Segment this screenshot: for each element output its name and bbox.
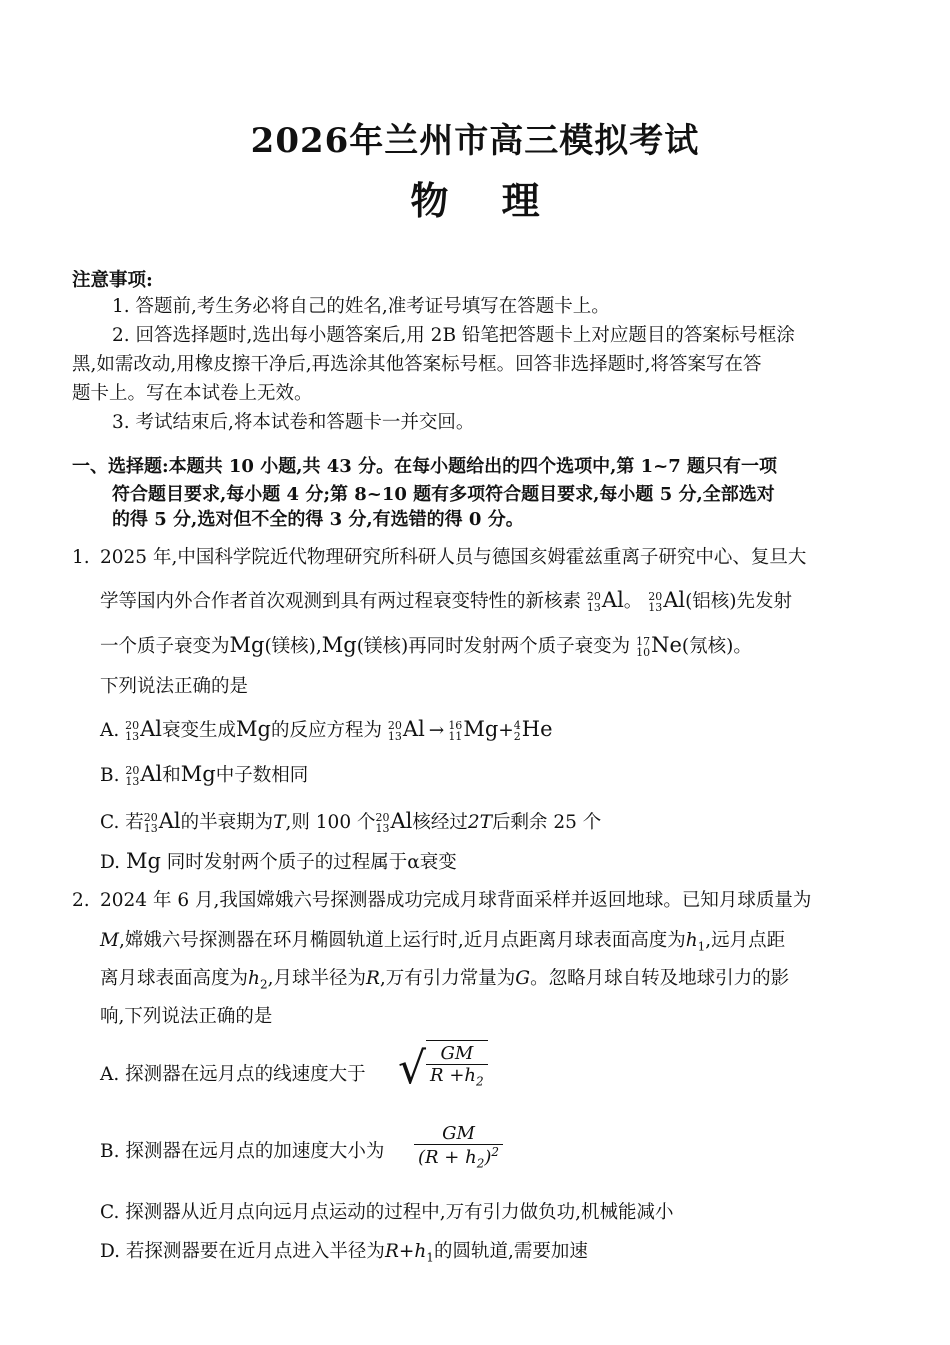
q2-number: 2.	[72, 890, 90, 911]
notice-heading: 注意事项:	[72, 270, 153, 291]
option-text: B. 探测器在远月点的加速度大小为	[100, 1141, 385, 1162]
superscript-2: 2	[491, 1145, 500, 1159]
subscript-1: 1	[697, 939, 706, 954]
q2-option-d	[100, 1237, 588, 1273]
subscript-1: 1	[426, 1250, 434, 1265]
nuclide-al-symbol: Al	[390, 809, 413, 833]
numerator-gm: GM	[414, 1123, 503, 1145]
nuclide-al-symbol: Al	[402, 717, 425, 741]
subscript-2: 2	[476, 1156, 485, 1171]
q2-line-3	[100, 964, 920, 1000]
notice-item-3: 3. 考试结束后,将本试卷和答题卡一并交回。	[112, 412, 475, 433]
subscript-2: 2	[476, 1074, 484, 1089]
var-2t: 2T	[467, 812, 492, 833]
nuclide-al-symbol: Al	[140, 717, 163, 741]
nuclide-al-symbol: Al	[601, 588, 624, 612]
nuclide-ne-symbol: Ne	[651, 633, 682, 657]
nuclide-al-numbers: 20 13	[586, 590, 601, 614]
option-text: A. 探测器在远月点的线速度大于	[100, 1064, 366, 1085]
notice-item-2-line-1: 2. 回答选择题时,选出每小题答案后,用 2B 铅笔把答题卡上对应题目的答案标号框涂	[112, 325, 795, 346]
q2-option-a	[100, 1060, 366, 1090]
mg-symbol: Mg	[229, 633, 265, 657]
var-m: M	[100, 930, 119, 951]
nuclide-al-numbers: 20 13	[125, 764, 140, 788]
q1-line-4: 下列说法正确的是	[100, 676, 249, 697]
reaction-arrow: →	[428, 720, 445, 741]
notice-item-2-line-3: 题卡上。写在本试卷上无效。	[72, 383, 313, 404]
q2-line-1: 2024 年 6 月,我国嫦娥六号探测器成功完成月球背面采样并返回地球。已知月球质量为	[100, 890, 812, 911]
q2-line-2-text-b: ,远月点距	[705, 930, 786, 951]
nuclide-al-symbol: Al	[158, 809, 181, 833]
denominator-r-h2	[426, 1065, 488, 1089]
nuclide-mg-symbol: Mg	[463, 717, 499, 741]
option-label: B.	[100, 765, 120, 786]
denominator-r-h2-squared	[414, 1145, 503, 1171]
subscript-2: 2	[259, 977, 268, 992]
q2-line-3-text-c: ,万有引力常量为	[379, 968, 516, 989]
q2-line-4: 响,下列说法正确的是	[100, 1006, 273, 1027]
q1-line-3-text-b: (镁核),	[264, 636, 322, 657]
q2-line-2	[100, 926, 920, 962]
q1-line-3	[100, 630, 920, 662]
nuclide-al-numbers: 20 13	[143, 811, 158, 835]
option-text: 的圆轨道,需要加速	[433, 1241, 588, 1262]
notice-item-1: 1. 答题前,考生务必将自己的姓名,准考证号填写在答题卡上。	[112, 296, 610, 317]
section-1-line-1: 一、选择题:本题共 10 小题,共 43 分。在每小题给出的四个选项中,第 1~7 题只有一项	[72, 456, 778, 477]
q1-option-d	[100, 846, 457, 878]
option-text: 后剩余 25 个	[492, 812, 602, 833]
q1-line-2-text-c: (铝核)先发射	[685, 591, 793, 612]
option-label: D.	[100, 852, 121, 873]
option-text: 中子数相同	[215, 765, 309, 786]
nuclide-he-symbol: He	[521, 717, 553, 741]
q1-option-a: A. 20 13 Al衰变生成Mg的反应方程为 20 13 Al → 16 11 Mg+ 4 2 He	[100, 717, 553, 743]
formula-gm-over-r-h2-squared	[414, 1123, 503, 1171]
exam-title: 2026年兰州市高三模拟考试	[250, 121, 700, 161]
q1-number: 1.	[72, 547, 90, 568]
mg-symbol: Mg	[180, 762, 216, 786]
option-text: 的反应方程为	[271, 720, 383, 741]
exam-subject: 物 理	[410, 178, 540, 223]
q1-line-3-text-d: (氖核)。	[681, 636, 752, 657]
nuclide-al-symbol: Al	[140, 762, 163, 786]
option-text: 和	[162, 765, 181, 786]
q1-line-1: 2025 年,中国科学院近代物理研究所科研人员与德国亥姆霍兹重离子研究中心、复旦大	[100, 547, 807, 568]
section-1-line-2: 符合题目要求,每小题 4 分;第 8~10 题有多项符合题目要求,每小题 5 分,全部选对	[112, 484, 775, 505]
q2-line-3-text-a: 离月球表面高度为	[100, 968, 249, 989]
option-text: ,则 100 个	[285, 812, 376, 833]
nuclide-al-numbers: 20 13	[648, 590, 663, 614]
denominator-text: (R + h	[418, 1147, 477, 1168]
sqrt-sign-icon: √	[398, 1043, 427, 1094]
q2-line-3-text-b: ,月球半径为	[267, 968, 366, 989]
mg-symbol: Mg	[125, 849, 161, 873]
option-text: 同时发射两个质子的过程属于α衰变	[166, 852, 457, 873]
q1-line-2-text-a: 学等国内外合作者首次观测到具有两过程衰变特性的新核素	[100, 591, 582, 612]
q2-option-b	[100, 1137, 384, 1167]
option-text: 的半衰期为	[180, 812, 274, 833]
nuclide-mg-numbers: 16 11	[448, 719, 463, 743]
var-h2: h	[248, 968, 260, 989]
section-1-line-3: 的得 5 分,选对但不全的得 3 分,有选错的得 0 分。	[112, 509, 524, 530]
option-label: C. 若	[100, 812, 144, 833]
option-text: 核经过	[412, 812, 468, 833]
nuclide-he-numbers: 4 2	[513, 719, 521, 743]
q2-option-c: C. 探测器从近月点向远月点运动的过程中,万有引力做负功,机械能减小	[100, 1202, 674, 1223]
q1-option-c	[100, 806, 601, 838]
q1-option-b	[100, 759, 308, 791]
q2-line-2-text-a: ,嫦娥六号探测器在环月椭圆轨道上运行时,近月点距离月球表面高度为	[118, 930, 686, 951]
nuclide-al-symbol: Al	[663, 588, 686, 612]
q1-line-3-text-c: (镁核)再同时发射两个质子衰变为	[356, 636, 631, 657]
nuclide-al-numbers: 20 13	[387, 719, 402, 743]
var-r: R	[365, 968, 380, 989]
plus-sign: +	[498, 720, 514, 741]
option-text: 衰变生成	[162, 720, 237, 741]
nuclide-ne-numbers: 17 10	[636, 635, 651, 659]
q1-line-3-text-a: 一个质子衰变为	[100, 636, 230, 657]
var-g: G	[515, 968, 531, 989]
numerator-gm: GM	[426, 1043, 488, 1065]
var-r-plus-h1: R+h	[384, 1241, 427, 1262]
var-h1: h	[685, 930, 698, 951]
mg-symbol: Mg	[321, 633, 357, 657]
nuclide-al-numbers: 20 13	[375, 811, 390, 835]
q1-line-2-text-b: 。	[623, 591, 643, 612]
option-text: D. 若探测器要在近月点进入半径为	[100, 1241, 385, 1262]
notice-item-2-line-2: 黑,如需改动,用橡皮擦干净后,再选涂其他答案标号框。回答非选择题时,将答案写在答	[72, 354, 762, 375]
q1-line-2	[100, 585, 920, 617]
mg-symbol: Mg	[236, 717, 271, 741]
formula-sqrt-gm-over-r-h2	[398, 1040, 488, 1098]
denominator-text: R +h	[430, 1065, 476, 1086]
close-paren: )	[484, 1147, 492, 1168]
var-t: T	[273, 812, 286, 833]
q2-line-3-text-d: 。忽略月球自转及地球引力的影	[530, 968, 790, 989]
nuclide-al-numbers: 20 13	[125, 719, 140, 743]
